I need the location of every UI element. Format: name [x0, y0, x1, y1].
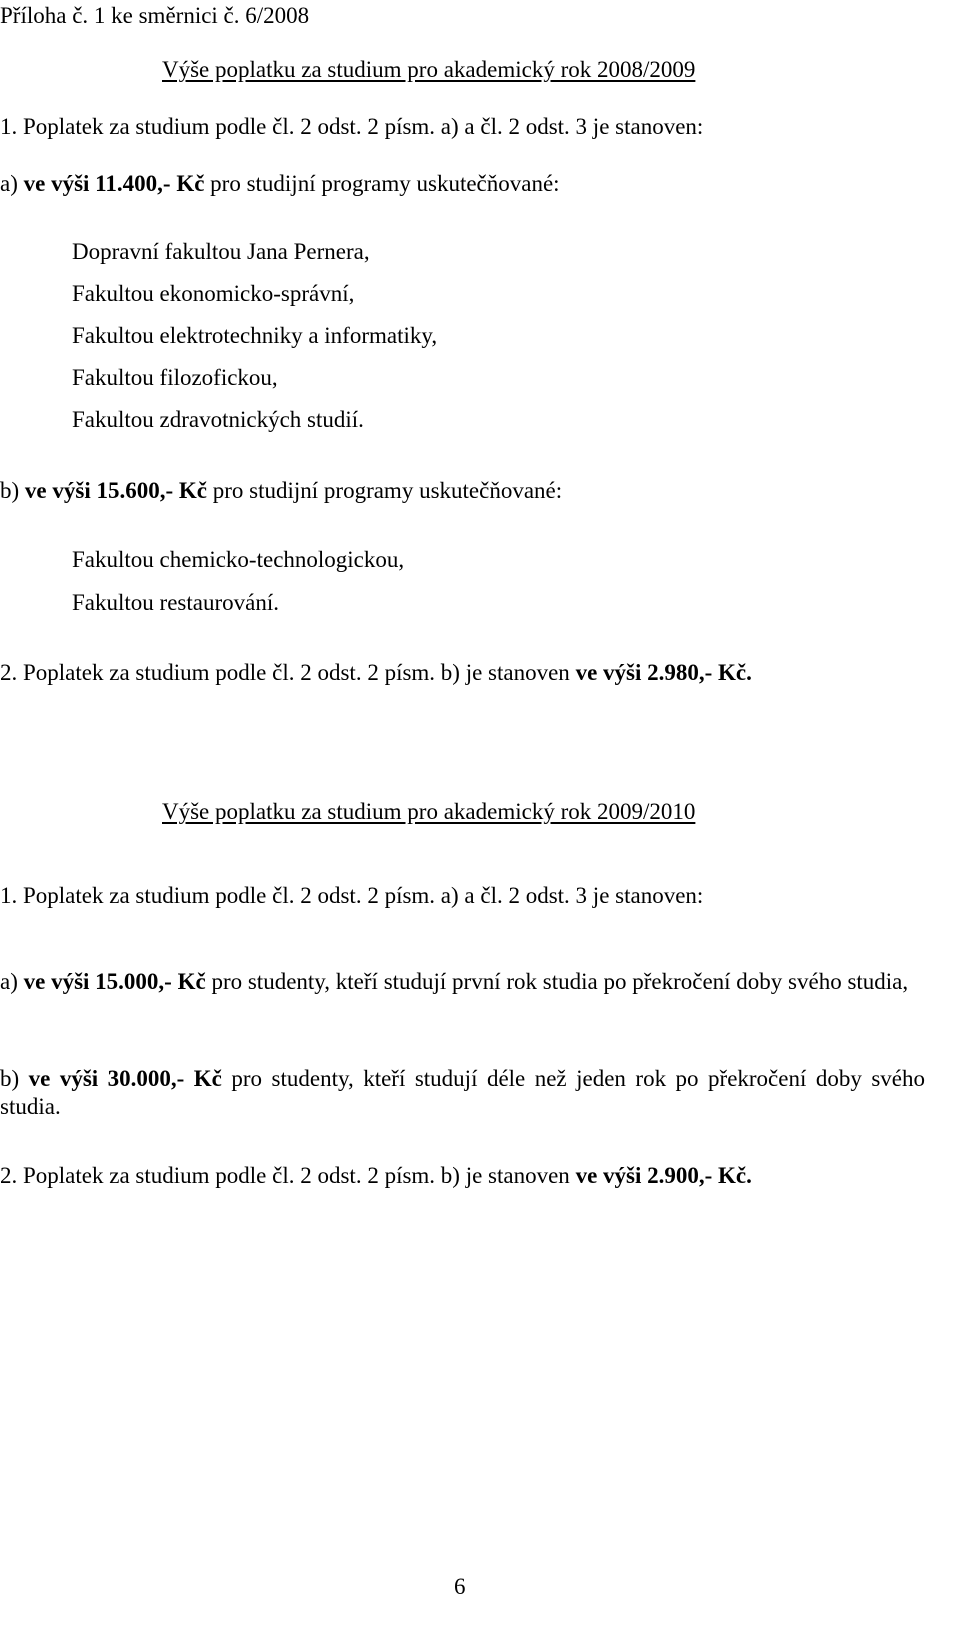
item-b-prefix: b)	[0, 478, 25, 503]
item-b-prefix: b)	[0, 1066, 29, 1091]
section-2-item-b	[0, 1065, 925, 1121]
page-number: 6	[454, 1574, 466, 1599]
item-2-amount: ve výši 2.900,- Kč.	[575, 1163, 752, 1188]
item-a-amount: ve výši 15.000,- Kč	[23, 969, 206, 994]
section-1-item-a	[0, 170, 560, 198]
item-a-rest: pro studijní programy uskutečňované:	[204, 171, 560, 196]
item-2-text: 2. Poplatek za studium podle čl. 2 odst. 2 písm. b) je stanoven	[0, 660, 576, 685]
section-1-item-b	[0, 477, 562, 505]
item-b-rest: pro studijní programy uskutečňované:	[206, 478, 563, 503]
page-header: Příloha č. 1 ke směrnici č. 6/2008	[0, 3, 310, 28]
faculty-item: Fakultou elektrotechniky a informatiky,	[72, 323, 438, 348]
faculty-item: Fakultou zdravotnických studií.	[72, 407, 364, 432]
item-a-prefix: a)	[0, 969, 24, 994]
faculty-item: Fakultou restaurování.	[72, 590, 279, 615]
section-2-item-a	[0, 968, 925, 996]
item-b-amount: ve výši 30.000,- Kč	[28, 1066, 222, 1091]
section-1-title: Výše poplatku za studium pro akademický rok 2008/2009	[162, 57, 696, 82]
item-2-amount: ve výši 2.980,- Kč.	[575, 660, 752, 685]
faculty-item: Fakultou chemicko-technologickou,	[72, 547, 405, 572]
faculty-item: Fakultou filozofickou,	[72, 365, 278, 390]
faculty-item: Dopravní fakultou Jana Pernera,	[72, 239, 370, 264]
item-b-amount: ve výši 15.600,- Kč	[24, 478, 207, 503]
item-b-rest: pro studenty, kteří studují déle než jeden rok po překročení doby svého studia.	[0, 1066, 925, 1119]
section-2-item-1-intro: 1. Poplatek za studium podle čl. 2 odst. 2 písm. a) a čl. 2 odst. 3 je stanoven:	[0, 883, 704, 908]
section-2-item-2	[0, 1162, 752, 1190]
item-a-rest: pro studenty, kteří studují první rok studia po překročení doby svého studia,	[205, 969, 909, 994]
faculty-item: Fakultou ekonomicko-správní,	[72, 281, 355, 306]
item-a-amount: ve výši 11.400,- Kč	[23, 171, 205, 196]
section-1-item-2	[0, 659, 752, 687]
section-2-title: Výše poplatku za studium pro akademický rok 2009/2010	[162, 799, 696, 824]
section-1-item-1-intro: 1. Poplatek za studium podle čl. 2 odst. 2 písm. a) a čl. 2 odst. 3 je stanoven:	[0, 114, 704, 139]
item-2-text: 2. Poplatek za studium podle čl. 2 odst. 2 písm. b) je stanoven	[0, 1163, 576, 1188]
item-a-prefix: a)	[0, 171, 24, 196]
